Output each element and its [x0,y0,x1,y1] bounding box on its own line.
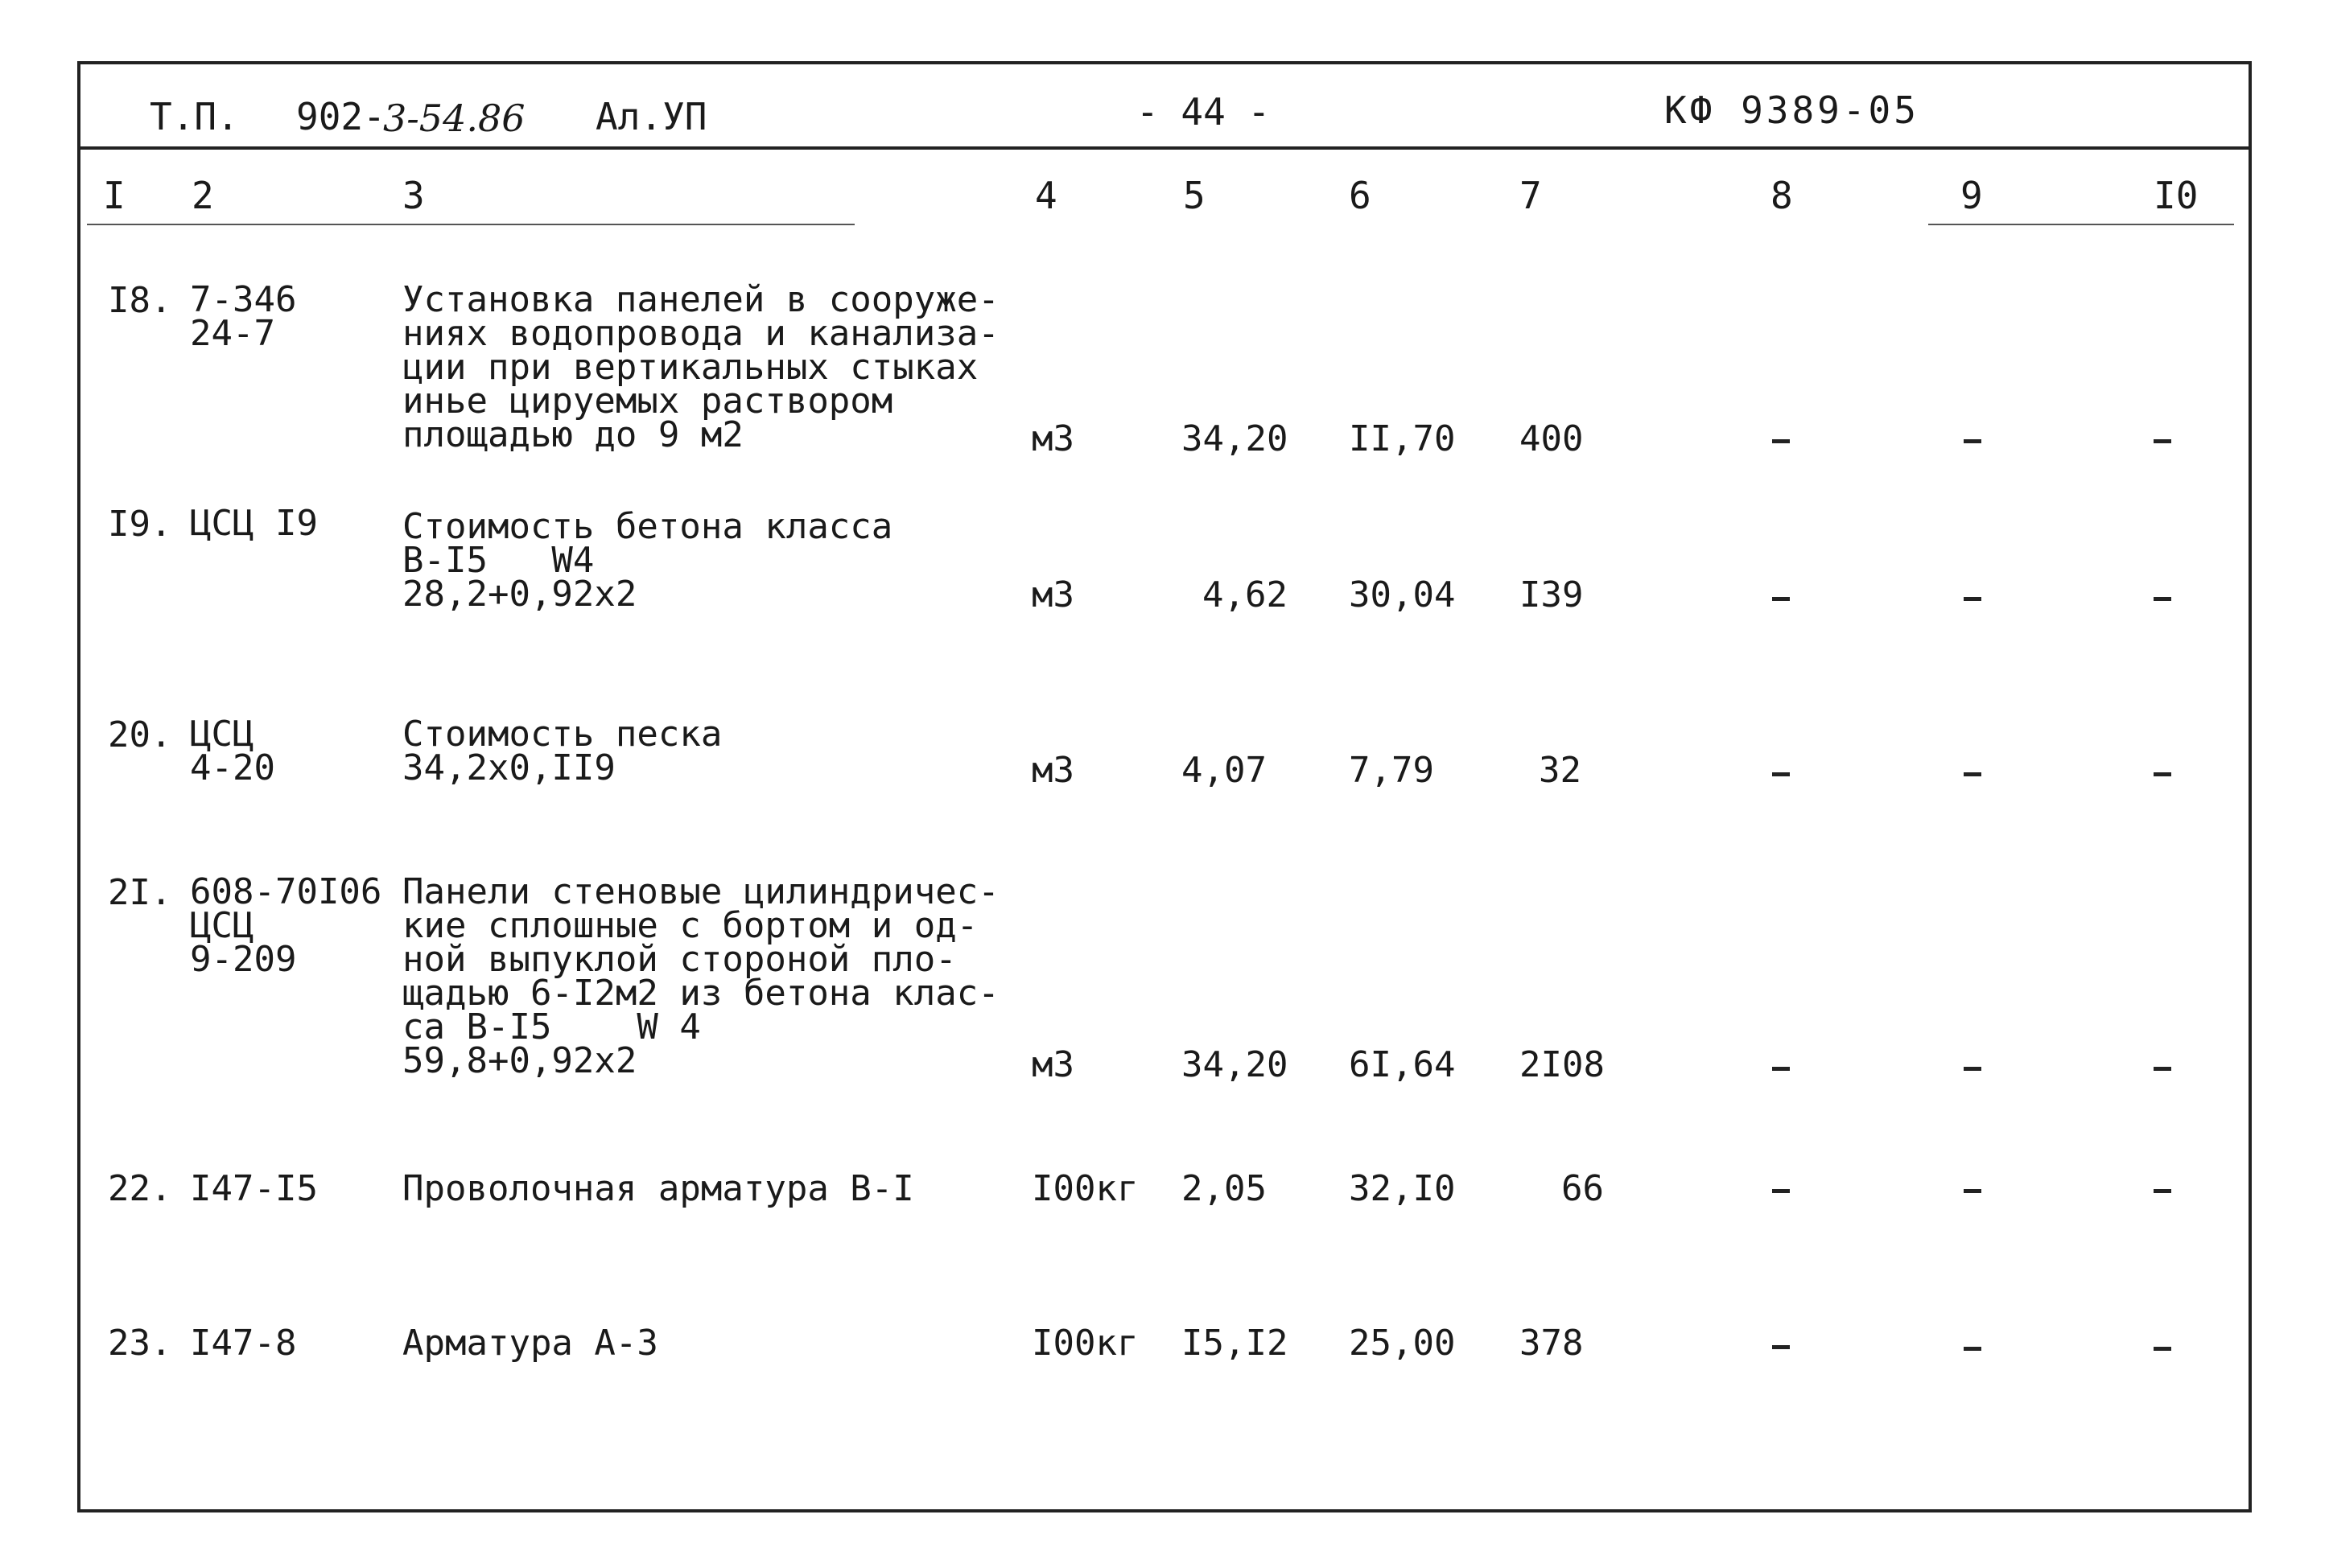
row-number: 22. [108,1168,172,1209]
row-number: I8. [108,280,172,321]
row-unit: I00кг [1032,1168,1139,1209]
project-prefix: 902- [296,95,385,138]
row-code: I47-8 [190,1323,297,1364]
column-header-rule-left [87,224,855,225]
row-code: ЦСЦ 4-20 [190,714,275,788]
row-unit: м3 [1032,418,1074,459]
row-number: 20. [108,714,172,755]
row-code: ЦСЦ I9 [190,503,318,544]
row-description: Панели стеновые цилиндричес- кие сплошные с бортом и од- ной выпуклой стороной пло- щадью 6-I2м2 из бетона клас- са В-I5 W 4 59,8+0,92х2 [402,871,1000,1081]
row-description: Стоимость песка 34,2х0,II9 [402,714,723,788]
row-col9-dash [1964,1347,1981,1351]
row-unit-price: 6I,64 [1349,1044,1456,1085]
row-col8-dash [1772,1189,1790,1193]
row-col9-dash [1964,772,1981,776]
row-col9-dash [1964,439,1981,443]
col-header-4: 4 [1035,174,1057,217]
row-col10-dash [2154,439,2171,443]
row-total: 66 [1561,1168,1604,1209]
row-col10-dash [2154,597,2171,601]
row-col9-dash [1964,597,1981,601]
column-header-rule-right [1928,224,2234,225]
row-unit-price: 30,04 [1349,574,1456,615]
row-col10-dash [2154,1189,2171,1193]
row-quantity: 34,20 [1181,1044,1288,1085]
row-unit: м3 [1032,574,1074,615]
row-quantity: 4,62 [1202,574,1288,615]
row-col8-dash [1772,439,1790,443]
row-code: I47-I5 [190,1168,318,1209]
row-total: 400 [1519,418,1584,459]
row-unit: м3 [1032,1044,1074,1085]
row-quantity: 34,20 [1181,418,1288,459]
col-header-9: 9 [1960,174,1983,217]
row-col9-dash [1964,1067,1981,1071]
row-description: Установка панелей в сооруже- ниях водопровода и канализа- ции при вертикальных стыках инье цируемых раствором площадью до 9 м2 [402,279,1000,455]
row-col10-dash [2154,772,2171,776]
row-unit-price: 32,I0 [1349,1168,1456,1209]
page-number: - 44 - [1136,90,1271,134]
row-unit-price: 7,79 [1349,750,1434,791]
col-header-5: 5 [1183,174,1206,217]
row-code: 7-346 24-7 [190,279,297,354]
row-number: 2I. [108,872,172,913]
row-col8-dash [1772,1345,1790,1349]
row-total: 378 [1519,1323,1584,1364]
row-description: Стоимость бетона класса В-I5 W4 28,2+0,92х2 [402,506,893,615]
col-header-1: I [103,174,126,217]
row-col10-dash [2154,1347,2171,1351]
row-quantity: 4,07 [1181,750,1267,791]
col-header-3: 3 [402,174,425,217]
row-col10-dash [2154,1067,2171,1071]
row-col8-dash [1772,1067,1790,1071]
stamp-code: КФ 9389-05 [1664,88,1919,132]
row-total: 32 [1539,750,1581,791]
row-total: I39 [1519,574,1584,615]
row-unit-price: II,70 [1349,418,1456,459]
col-header-8: 8 [1770,174,1793,217]
col-header-6: 6 [1349,174,1371,217]
row-unit: I00кг [1032,1323,1139,1364]
tp-label: Т.П. [150,95,239,138]
row-description: Проволочная арматура В-I [402,1168,914,1209]
row-unit-price: 25,00 [1349,1323,1456,1364]
project-number: 3-54.86 [383,97,526,140]
col-header-7: 7 [1519,174,1542,217]
album-label: Ал.УП [596,95,707,138]
col-header-10: I0 [2154,174,2199,217]
header-divider [80,146,2252,150]
row-quantity: I5,I2 [1181,1323,1288,1364]
row-unit: м3 [1032,750,1074,791]
row-col9-dash [1964,1189,1981,1193]
row-col8-dash [1772,597,1790,601]
row-code: 608-70I06 ЦСЦ 9-209 [190,871,382,980]
row-number: I9. [108,504,172,545]
col-header-2: 2 [192,174,214,217]
row-description: Арматура А-3 [402,1323,658,1364]
row-total: 2I08 [1519,1044,1605,1085]
row-col8-dash [1772,772,1790,776]
row-number: 23. [108,1323,172,1364]
row-quantity: 2,05 [1181,1168,1267,1209]
